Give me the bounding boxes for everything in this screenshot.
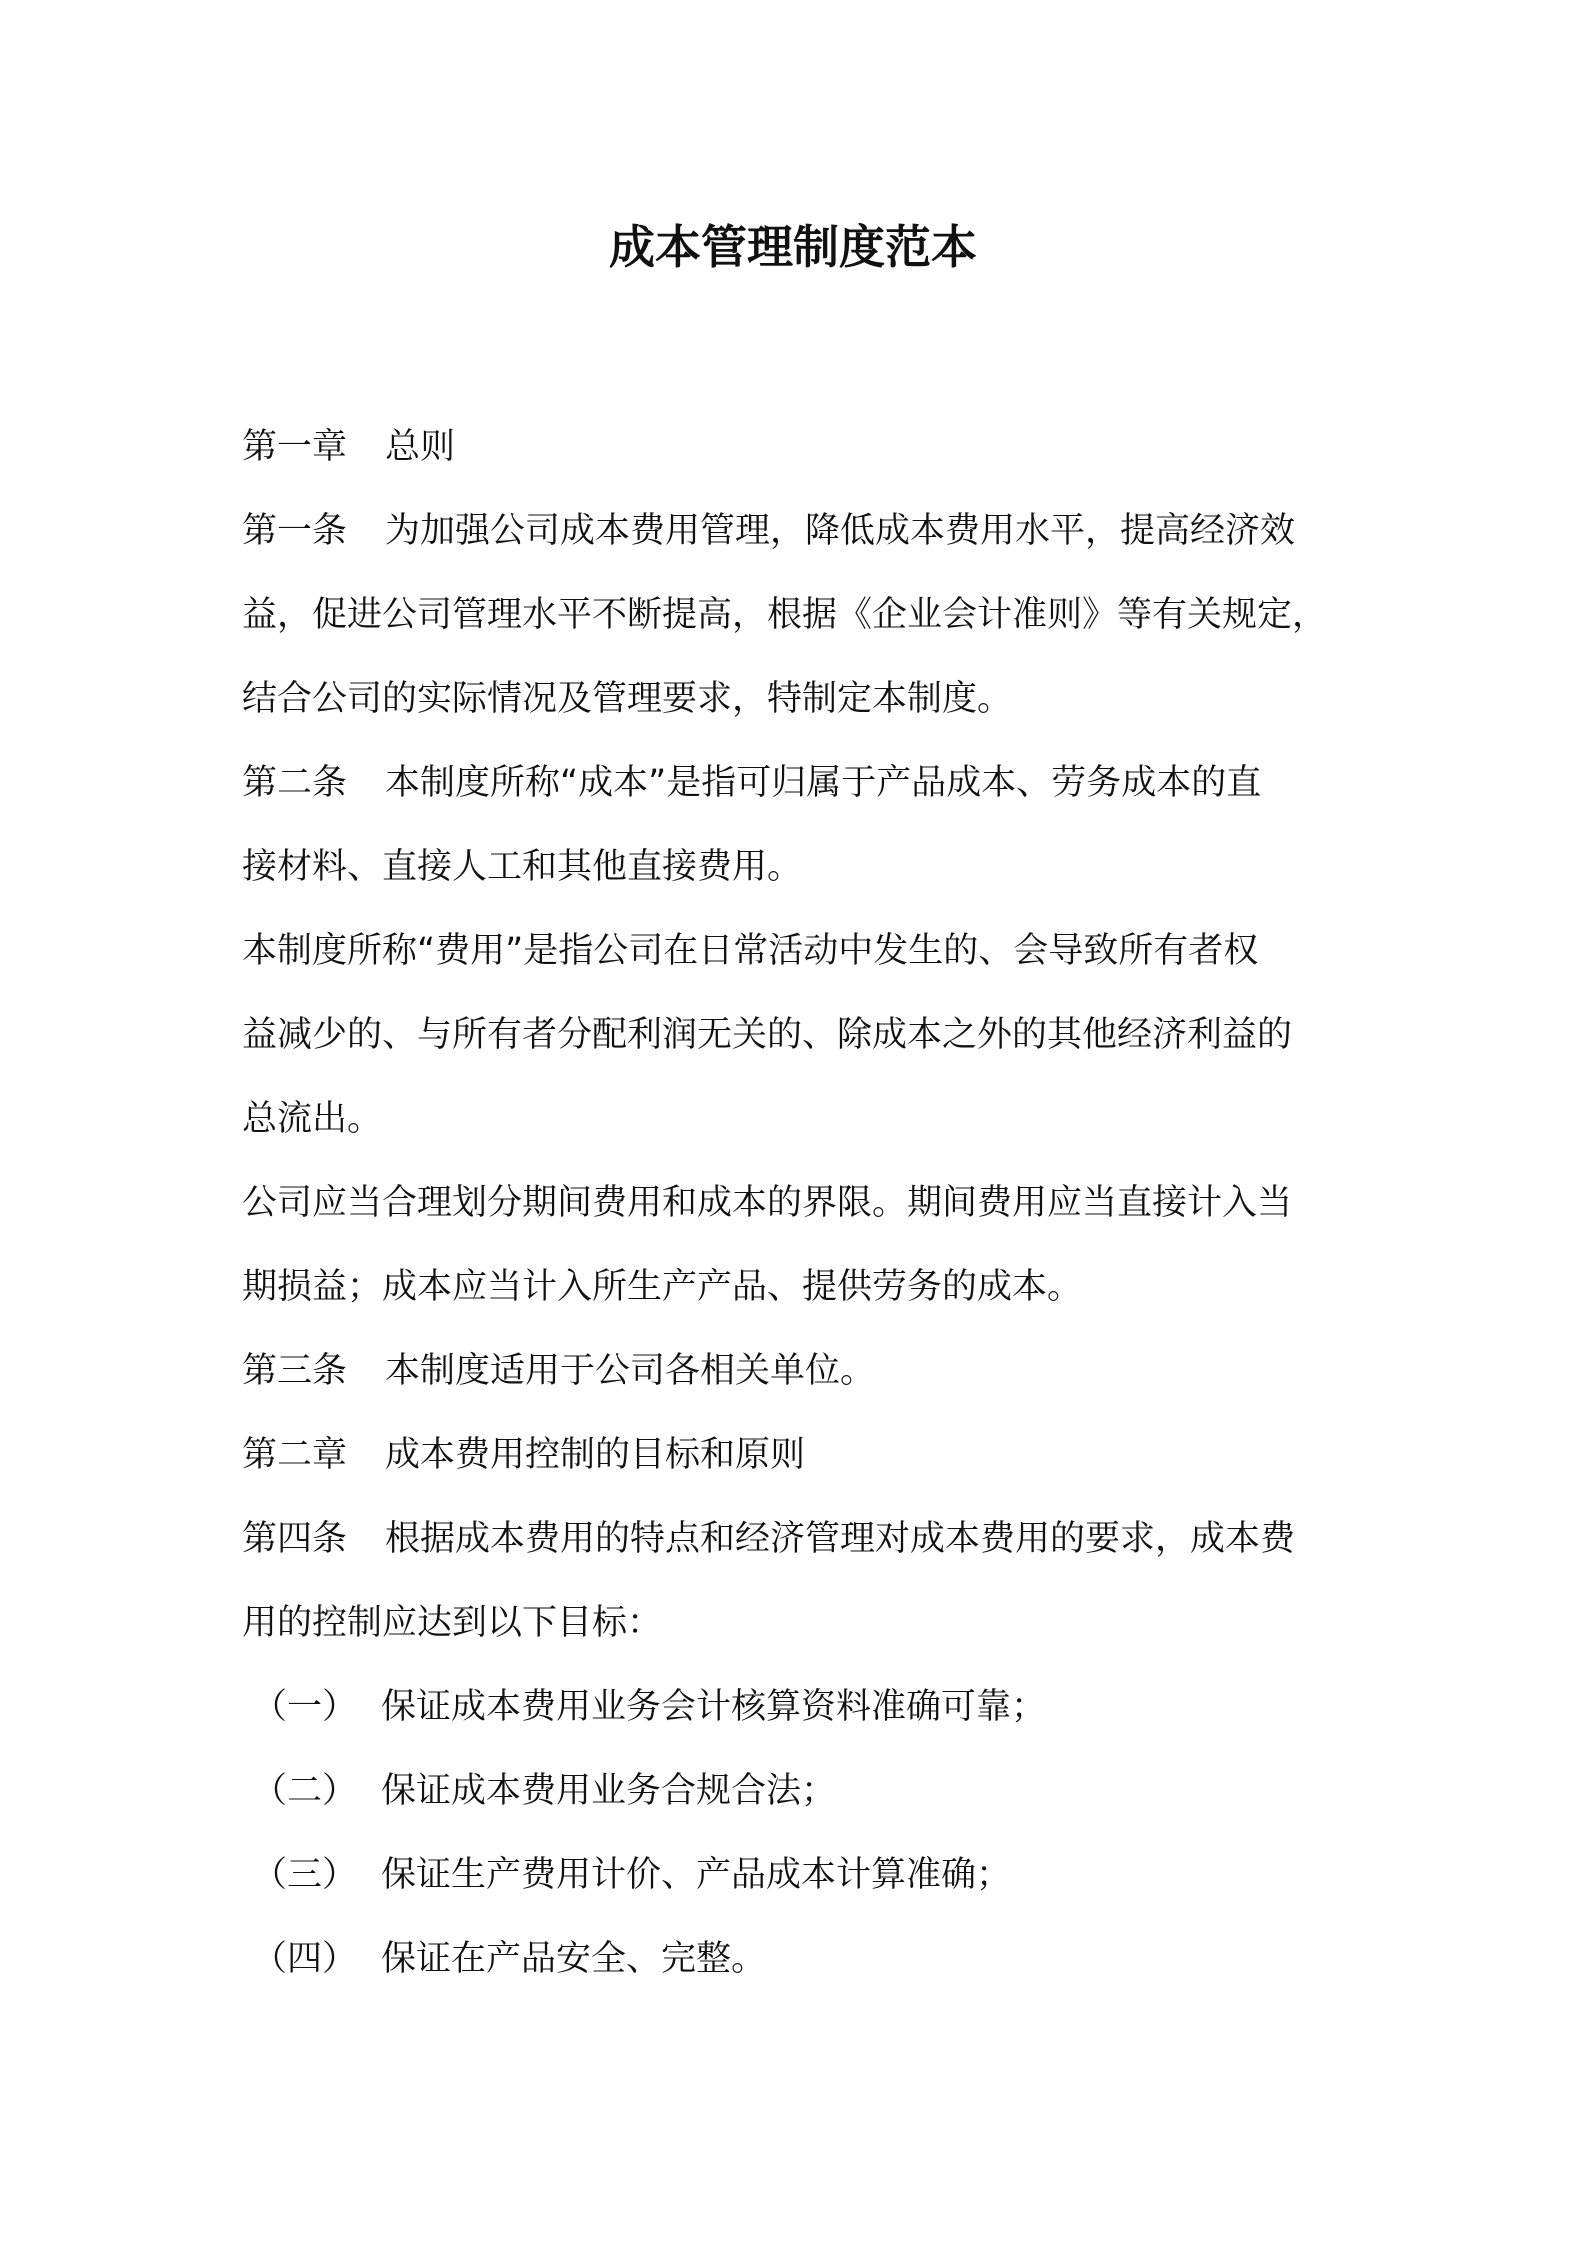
- chapter-title: 总则: [385, 427, 456, 467]
- paragraph-line: 用的控制应达到以下目标：: [242, 1603, 663, 1643]
- article-label: 第三条: [242, 1351, 348, 1391]
- list-item-number: （四）: [252, 1939, 358, 1979]
- list-item-text: 保证成本费用业务合规合法；: [381, 1771, 837, 1811]
- list-item-text: 保证在产品安全、完整。: [381, 1939, 767, 1979]
- list-item: [242, 1749, 1357, 1833]
- list-item-text: 保证生产费用计价、产品成本计算准确；: [381, 1855, 1012, 1895]
- chapter-label: 第二章: [242, 1435, 348, 1475]
- paragraph-line: 益，促进公司管理水平不断提高，根据《企业会计准则》等有关规定，: [242, 595, 1328, 635]
- paragraph-line: 本制度所称“费用”是指公司在日常活动中发生的、会导致所有者权: [242, 931, 1259, 971]
- article-text: 根据成本费用的特点和经济管理对成本费用的要求，成本费: [385, 1519, 1296, 1559]
- list-item-number: （一）: [252, 1687, 358, 1727]
- list-item-number: （三）: [252, 1855, 358, 1895]
- article-text: 为加强公司成本费用管理，降低成本费用水平，提高经济效: [385, 511, 1296, 551]
- chapter-heading: [242, 1413, 1357, 1497]
- chapter-label: 第一章: [242, 427, 348, 467]
- article-label: 第四条: [242, 1519, 348, 1559]
- article-line: [242, 1329, 1357, 1413]
- document-body: [242, 405, 1357, 2001]
- article-line: [242, 1497, 1357, 1581]
- chapter-heading: [242, 405, 1357, 489]
- paragraph-line: 结合公司的实际情况及管理要求，特制定本制度。: [242, 679, 1013, 719]
- article-text: 本制度适用于公司各相关单位。: [385, 1351, 876, 1391]
- paragraph-line: 益减少的、与所有者分配利润无关的、除成本之外的其他经济利益的: [242, 1015, 1293, 1055]
- list-item: [242, 1665, 1357, 1749]
- list-item: [242, 1833, 1357, 1917]
- article-line: [242, 741, 1357, 825]
- chapter-title: 成本费用控制的目标和原则: [385, 1435, 806, 1475]
- paragraph-line: 期损益；成本应当计入所生产产品、提供劳务的成本。: [242, 1267, 1083, 1307]
- article-line: [242, 489, 1357, 573]
- list-item-number: （二）: [252, 1771, 358, 1811]
- paragraph-line: 总流出。: [242, 1099, 383, 1139]
- list-item-text: 保证成本费用业务会计核算资料准确可靠；: [381, 1687, 1047, 1727]
- paragraph-line: 接材料、直接人工和其他直接费用。: [242, 847, 803, 887]
- document-title: 成本管理制度范本: [609, 220, 977, 274]
- article-label: 第一条: [242, 511, 348, 551]
- paragraph-line: 公司应当合理划分期间费用和成本的界限。期间费用应当直接计入当: [242, 1183, 1293, 1223]
- article-text: 本制度所称“成本”是指可归属于产品成本、劳务成本的直: [385, 763, 1262, 803]
- article-label: 第二条: [242, 763, 348, 803]
- list-item: [242, 1917, 1357, 2001]
